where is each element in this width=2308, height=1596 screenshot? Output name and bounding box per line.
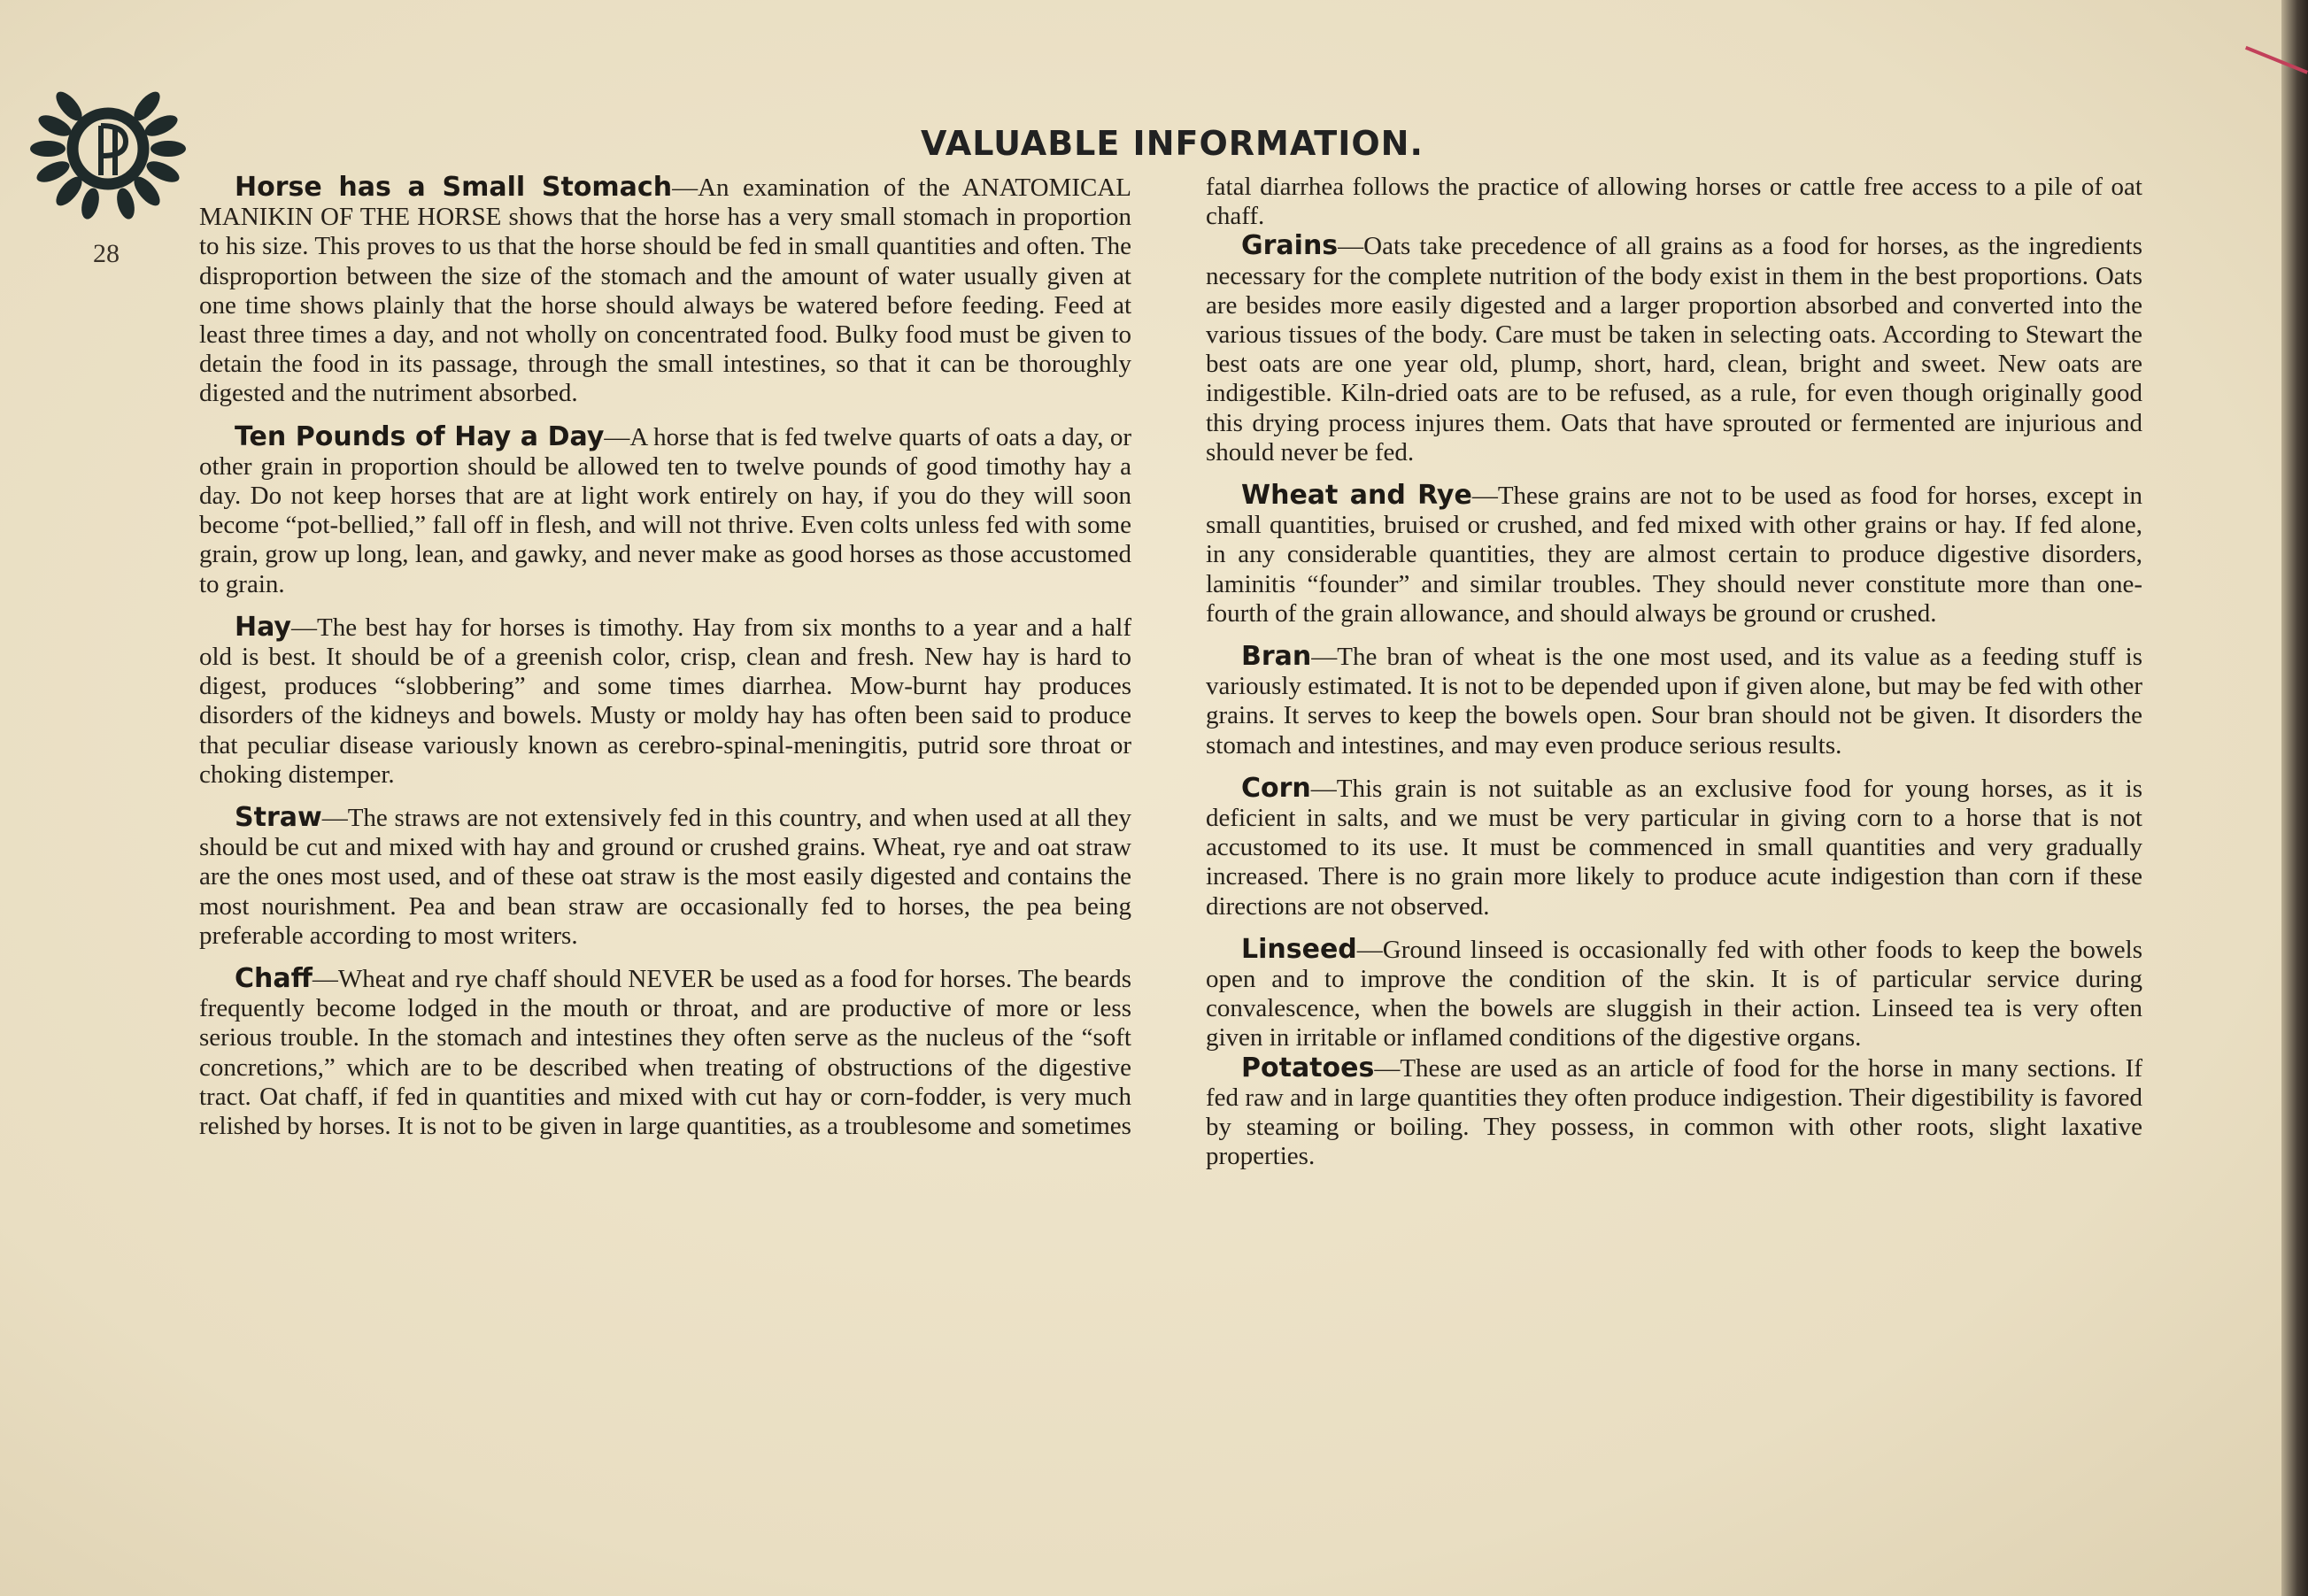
paragraph-wheat-and-rye <box>1206 481 2142 628</box>
paragraph-text: —An examination of the ANATOMICAL MANIKIN OF THE HORSE shows that the horse has a very small stomach in proportion to his size. This proves to us that the horse should be fed in small quantities and often. The disproportion between the size of the stomach and the amount of water usually given at one time shows plainly that the horse should always be watered before feeding. Feed at least three times a day, and not wholly on concentrated food. Bulky food must be given to detain the food in its passage, through the small intestines, so that it can be thoroughly digested and the nutriment absorbed. <box>199 173 1132 408</box>
paragraph-title: Potatoes <box>1241 1052 1375 1083</box>
book-binding-edge <box>2281 0 2308 1596</box>
paragraph-title: Corn <box>1241 772 1311 804</box>
paragraph-text: —These grains are not to be used as food for horses, except in small quantities, bruised or crushed, and fed mixed with other grains or hay. If fed alone, in any considerable quantities, they are almost certain to produce digestive disorders, laminitis “founder” and similar troubles. They should never constitute more than one-fourth of the grain allowance, and should always be ground or crushed. <box>1206 482 2143 628</box>
paragraph-text: —Wheat and rye chaff should NEVER be used as a food for horses. The beards frequently become lodged in the mouth or throat, and are productive of more or less serious trouble. In the stomach and intestines they often serve as the nucleus of the “soft concretions,” which are to be described when treating of obstructions of the digestive tract. Oat chaff, if fed in quantities and mixed with cut hay or corn-fodder, is very much relished by horses. It is not to be given in large quantities, as a troublesome and sometimes <box>199 965 1131 1141</box>
paragraph-title: Bran <box>1241 641 1312 673</box>
page-number: 28 <box>93 239 120 268</box>
paragraph-title: Horse has a Small Stomach <box>235 172 673 203</box>
paragraph-title: Ten Pounds of Hay a Day <box>235 420 605 452</box>
paragraph-text: —A horse that is fed twelve quarts of oats a day, or other grain in proportion should be allowed ten to twelve pounds of good timothy hay a day. Do not keep horses that are at light work entirely on hay, if you do they will soon become “pot-bellied,” fall off in flesh, and will not thrive. Even colts unless fed with some grain, grow up long, lean, and gawky, and never make as good horses as those accustomed to grain. <box>199 422 1132 598</box>
laurel-wreath-monogram-icon <box>28 71 188 221</box>
paragraph-text: —The bran of wheat is the one most used, and its value as a feeding stuff is variously estimated. It is not to be depended upon if given alone, but may be fed with other grains. It serves to keep the bowels open. Sour bran should not be given. It disorders the stomach and intestines, and may even produce serious results. <box>1206 643 2142 759</box>
paragraph-title: Wheat and Rye <box>1241 480 1472 512</box>
paragraph-text: —This grain is not suitable as an exclusive food for young horses, as it is deficient in salts, and we must be very particular in giving corn to a horse that is not accustomed to its use. It must be commenced in small quantities and very gradually increased. There is no grain more likely to produce acute indigestion than corn if these directions are not observed. <box>1206 774 2142 921</box>
paragraph-title: Chaff <box>235 963 313 995</box>
right-column <box>1206 173 2142 1172</box>
paragraph-potatoes <box>1206 1053 2142 1172</box>
paragraph-text: —The straws are not extensively fed in this country, and when used at all they should be cut and mixed with hay and ground or crushed grains. Wheat, rye and oat straw are the ones most used, and of these oat straw is the most easily digested and contains the most nourishment. Pea and bean straw are occasionally fed to horses, the pea being preferable according to most writers. <box>199 804 1131 950</box>
paragraph-title: Hay <box>235 611 291 643</box>
paragraph-title: Straw <box>235 802 322 834</box>
paragraph-text: —Oats take precedence of all grains as a food for horses, as the ingredients necessary for the complete nutrition of the body exist in them in the best proportions. Oats are besides more easily digested and a larger proportion absorbed and converted into the various tissues of the body. Care must be taken in selecting oats. According to Stewart the best oats are one year old, plump, short, hard, clean, bright and sweet. New oats are indigestible. Kiln-dried oats are to be refused, as a rule, for even though originally good this drying process injures them. Oats that have sprouted or fermented are injurious and should never be fed. <box>1206 232 2142 466</box>
paragraph-corn <box>1206 774 2142 921</box>
paragraph-small-stomach <box>199 173 1131 409</box>
paragraph-chaff-continued <box>1206 173 2142 231</box>
page-title: VALUABLE INFORMATION. <box>921 124 1424 163</box>
paragraph-bran <box>1206 642 2142 760</box>
paragraph-text: fatal diarrhea follows the practice of allowing horses or cattle free access to a pile of oat chaff. <box>1206 173 2142 231</box>
paragraph-text: —Ground linseed is occasionally fed with other foods to keep the bowels open and to improve the condition of the skin. It is of particular service during convalescence, when the bowels are sluggish in their action. Linseed tea is very often given in irritable or inflamed conditions of the digestive organs. <box>1206 935 2142 1052</box>
paragraph-title: Grains <box>1241 230 1339 262</box>
paragraph-text: —The best hay for horses is timothy. Hay from six months to a year and a half old is best. It should be of a greenish color, crisp, clean and fresh. New hay is hard to digest, produces “slobbering” and some times diarrhea. Mow-burnt hay produces disorders of the kidneys and bowels. Musty or moldy hay has often been said to produce that peculiar disease variously known as cerebro-spinal-meningitis, putrid sore throat or choking distemper. <box>199 613 1131 789</box>
paragraph-straw <box>199 803 1131 951</box>
paragraph-title: Linseed <box>1241 933 1357 965</box>
paragraph-text: —These are used as an article of food for the horse in many sections. If fed raw and in large quantities they often produce indigestion. Their digestibility is favored by steaming or boiling. They possess, in common with other roots, slight laxative properties. <box>1206 1053 2142 1171</box>
paragraph-grains <box>1206 231 2142 467</box>
left-column <box>199 173 1131 1141</box>
paragraph-ten-pounds-hay <box>199 422 1131 599</box>
paragraph-linseed <box>1206 935 2142 1053</box>
paragraph-hay <box>199 613 1131 790</box>
paragraph-chaff <box>199 964 1131 1141</box>
